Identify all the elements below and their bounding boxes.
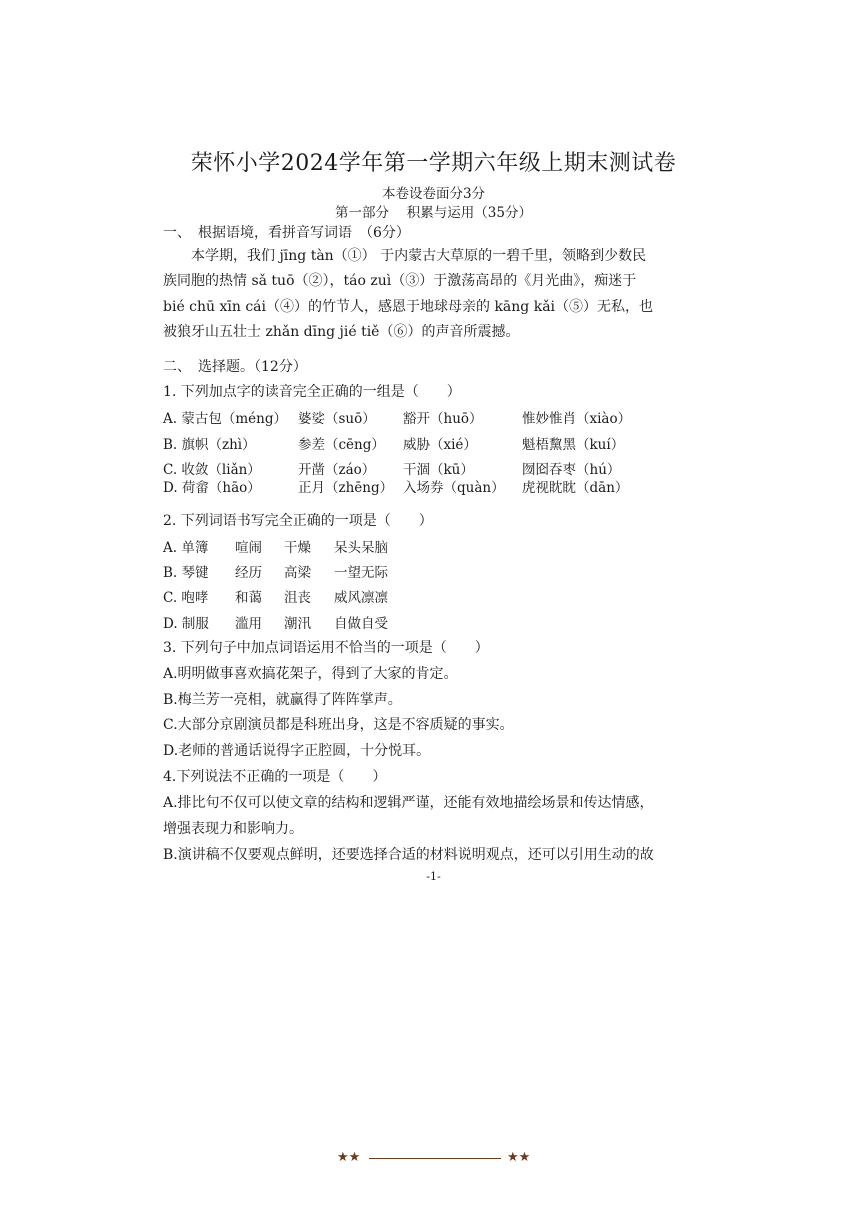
q2-option-b-1: B. 琴键 — [163, 565, 209, 581]
q1-option-b-3: 威胁（xié） — [403, 437, 477, 453]
q2-option-a-1: A. 单簿 — [163, 540, 209, 556]
q1-option-c-3: 干涸（kū） — [403, 462, 474, 478]
q1-option-c-2: 开凿（záo） — [298, 462, 376, 478]
q2-option-a-3: 干燥 — [284, 540, 311, 556]
question-4-stem: 4.下列说法不正确的一项是（ ） — [163, 769, 387, 785]
question-3-stem: 3. 下列句子中加点词语运用不恰当的一项是（ ） — [163, 640, 489, 656]
star-icon: ★★ — [507, 1150, 531, 1165]
paper-score-note: 本卷设卷面分3分 — [381, 186, 486, 202]
q1-option-a-2: 婆娑（suō） — [298, 411, 376, 427]
q3-option-a: A.明明做事喜欢搞花架子，得到了大家的肯定。 — [163, 666, 458, 682]
q1-option-d-3: 入场券（quàn） — [403, 480, 505, 496]
section-two-heading: 二、 选择题。（12分） — [163, 359, 307, 375]
passage-line: bié chū xīn cái（④）的竹节人，感恩于地球母亲的 kāng kǎi（⑤）无私，也 — [163, 299, 654, 315]
q3-option-b: B.梅兰芳一亮相，就赢得了阵阵掌声。 — [163, 692, 402, 708]
q1-option-a-4: 惟妙惟肖（xiào） — [522, 411, 632, 427]
q3-option-c: C.大部分京剧演员都是科班出身，这是不容质疑的事实。 — [163, 717, 514, 733]
q1-option-d-4: 虎视眈眈（dān） — [522, 480, 629, 496]
star-icon: ★★ — [337, 1150, 361, 1165]
q2-option-a-2: 喧闹 — [235, 540, 262, 556]
part-one-heading: 第一部分 积累与运用（35分） — [335, 205, 532, 221]
footer-divider — [369, 1158, 501, 1159]
q2-option-d-4: 自做自受 — [334, 616, 388, 632]
q4-option-a-cont: 增强表现力和影响力。 — [163, 821, 303, 837]
q2-option-d-1: D. 制服 — [163, 616, 209, 632]
question-2-stem: 2. 下列词语书写完全正确的一项是（ ） — [163, 513, 433, 529]
question-1-stem: 1. 下列加点字的读音完全正确的一组是（ ） — [163, 384, 461, 400]
q1-option-b-2: 参差（cēng） — [298, 437, 385, 453]
q2-option-c-1: C. 咆哮 — [163, 590, 209, 606]
q2-option-d-2: 滥用 — [235, 616, 262, 632]
q1-option-a-1: A. 蒙古包（méng） — [163, 411, 287, 427]
q1-option-d-2: 正月（zhēng） — [298, 480, 394, 496]
q1-option-b-1: B. 旗帜（zhì） — [163, 437, 256, 453]
page-title: 荣怀小学2024学年第一学期六年级上期末测试卷 — [190, 151, 677, 176]
q2-option-c-3: 沮丧 — [284, 590, 311, 606]
q2-option-d-3: 潮汛 — [284, 616, 311, 632]
q4-option-a: A.排比句不仅可以使文章的结构和逻辑严谨，还能有效地描绘场景和传达情感， — [163, 795, 654, 811]
page-number: -1- — [426, 870, 441, 883]
q1-option-d-1: D. 荷畲（hāo） — [163, 480, 261, 496]
passage-line: 本学期，我们 jīng tàn（①） 于内蒙古大草原的一碧千里，领略到少数民 — [163, 248, 647, 264]
passage-line: 被狼牙山五壮士 zhǎn dīng jié tiě（⑥）的声音所震撼。 — [163, 324, 520, 340]
q1-option-c-4: 囫囵吞枣（hú） — [522, 462, 621, 478]
section-one-heading: 一、 根据语境，看拼音写词语 （6分） — [163, 225, 410, 241]
q1-option-a-3: 豁开（huō） — [403, 411, 483, 427]
q1-option-c-1: C. 收敛（liǎn） — [163, 462, 261, 478]
q2-option-b-2: 经历 — [235, 565, 262, 581]
q1-option-b-4: 魁梧黧黑（kuí） — [522, 437, 625, 453]
q3-option-d: D.老师的普通话说得字正腔圆，十分悦耳。 — [163, 743, 431, 759]
q4-option-b: B.演讲稿不仅要观点鲜明，还要选择合适的材料说明观点，还可以引用生动的故 — [163, 847, 654, 863]
q2-option-b-4: 一望无际 — [334, 565, 388, 581]
q2-option-b-3: 高梁 — [284, 565, 311, 581]
q2-option-c-2: 和蔼 — [235, 590, 262, 606]
footer-ornament — [337, 1150, 533, 1166]
passage-line: 族同胞的热情 sǎ tuō（②），táo zuì（③）于激荡高昂的《月光曲》，痴迷于 — [163, 273, 637, 289]
q2-option-a-4: 呆头呆脑 — [334, 540, 388, 556]
q2-option-c-4: 威风凛凛 — [334, 590, 388, 606]
